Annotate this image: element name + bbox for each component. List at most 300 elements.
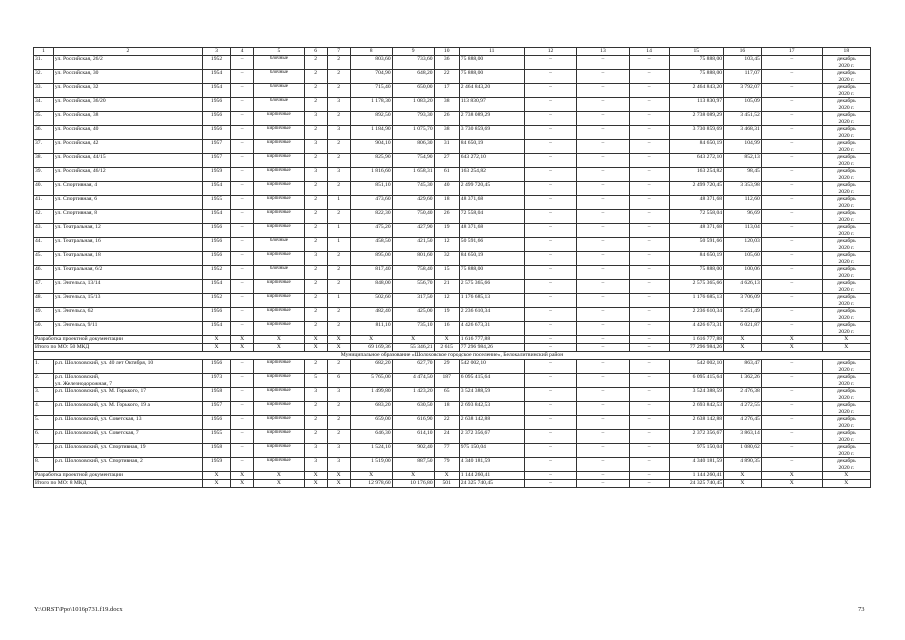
- x-cell: X: [392, 336, 434, 344]
- deadline-month: декабрь: [836, 402, 856, 408]
- deadline-cell: [822, 402, 870, 416]
- entrances-cell: 1: [327, 294, 350, 308]
- table-header-row: [34, 48, 871, 56]
- dash-cell: –: [524, 294, 576, 308]
- material-cell: кирпичные: [254, 294, 304, 308]
- row-number-cell: 47.: [34, 280, 54, 294]
- deadline-cell: [822, 266, 870, 280]
- dash-cell: –: [629, 294, 669, 308]
- address-text: ул. Спортивная, 8: [54, 210, 98, 216]
- cost-cell: 77 296 984,26: [459, 344, 524, 352]
- floors-cell: 2: [304, 210, 327, 224]
- cost-cell: 75 888,00: [459, 56, 524, 70]
- row-number-cell: 42.: [34, 210, 54, 224]
- entrances-cell: 3: [327, 126, 350, 140]
- residents-cell: 29: [434, 360, 459, 374]
- table-row: [34, 388, 871, 402]
- floors-cell: 2: [304, 126, 327, 140]
- row-number-cell: 31.: [34, 56, 54, 70]
- dash-cell: –: [629, 402, 669, 416]
- total-cost-cell: 2 738 089,29: [669, 112, 724, 126]
- total-area-cell: 817,40: [350, 266, 392, 280]
- dash-cell: –: [577, 126, 629, 140]
- living-area-cell: 733,60: [392, 56, 434, 70]
- dash-cell: –: [231, 430, 254, 444]
- x-cell: X: [724, 344, 762, 352]
- year-cell: 1954: [202, 210, 230, 224]
- dash-cell: –: [761, 444, 822, 458]
- dash-cell: –: [524, 344, 576, 352]
- dash-cell: –: [629, 308, 669, 322]
- dash-cell: –: [231, 224, 254, 238]
- deadline-year: 2020 г.: [838, 464, 855, 471]
- x-cell: X: [327, 472, 350, 480]
- row-number-cell: 3.: [34, 388, 54, 402]
- section-heading-row: [34, 352, 871, 360]
- total-cost-cell: 2 638 142,88: [669, 416, 724, 430]
- dash-cell: –: [629, 154, 669, 168]
- address-cell: [53, 458, 202, 472]
- deadline-cell: [822, 140, 870, 154]
- dash-cell: –: [231, 308, 254, 322]
- material-cell: кирпичные: [254, 308, 304, 322]
- deadline-year: 2020 г.: [838, 118, 855, 125]
- dash-cell: –: [231, 70, 254, 84]
- dash-cell: –: [761, 182, 822, 196]
- deadline-cell: [822, 224, 870, 238]
- residents-cell: 2 615: [434, 344, 459, 352]
- address-cell: [53, 402, 202, 416]
- housing-repair-table: [33, 47, 871, 488]
- deadline-month: декабрь: [836, 182, 856, 188]
- total-cost-cell: 2 464 843,20: [669, 84, 724, 98]
- deadline-cell: [822, 196, 870, 210]
- entrances-cell: 2: [327, 360, 350, 374]
- total-area-cell: 5 765,00: [350, 374, 392, 388]
- dash-cell: –: [577, 336, 629, 344]
- unit-cost-cell: 96,69: [724, 210, 762, 224]
- column-number-header: 18: [822, 48, 870, 56]
- dash-cell: –: [231, 196, 254, 210]
- deadline-month: декабрь: [836, 70, 856, 76]
- table-row: [34, 126, 871, 140]
- x-cell: X: [254, 472, 304, 480]
- x-cell: X: [434, 336, 459, 344]
- dash-cell: –: [577, 480, 629, 488]
- row-number-cell: 1.: [34, 360, 54, 374]
- year-cell: 1958: [202, 444, 230, 458]
- row-number-cell: 2.: [34, 374, 54, 388]
- cost-cell: 2 372 356,67: [459, 430, 524, 444]
- total-cost-cell: 2 499 720,45: [669, 182, 724, 196]
- material-cell: кирпичные: [254, 196, 304, 210]
- entrances-cell: 2: [327, 430, 350, 444]
- x-cell: X: [724, 336, 762, 344]
- floors-cell: 2: [304, 322, 327, 336]
- row-number-cell: 8.: [34, 458, 54, 472]
- deadline-cell: [822, 360, 870, 374]
- deadline-month: декабрь: [836, 210, 856, 216]
- address-text: ул. Энгельса, 13/14: [54, 280, 101, 286]
- total-cost-cell: 72 558,04: [669, 210, 724, 224]
- table-row: [34, 112, 871, 126]
- dash-cell: –: [577, 140, 629, 154]
- floors-cell: 2: [304, 294, 327, 308]
- deadline-month: декабрь: [836, 458, 856, 464]
- material-cell: кирпичные: [254, 126, 304, 140]
- entrances-cell: 2: [327, 402, 350, 416]
- unit-cost-cell: 104,99: [724, 140, 762, 154]
- floors-cell: 2: [304, 360, 327, 374]
- cost-cell: 2 738 089,29: [459, 112, 524, 126]
- dash-cell: –: [577, 182, 629, 196]
- living-area-cell: 427,90: [392, 224, 434, 238]
- dash-cell: –: [231, 154, 254, 168]
- dash-cell: –: [761, 112, 822, 126]
- year-cell: 1956: [202, 224, 230, 238]
- dash-cell: –: [524, 126, 576, 140]
- total-cost-cell: 77 296 984,26: [669, 344, 724, 352]
- material-cell: кирпичные: [254, 374, 304, 388]
- x-cell: X: [304, 480, 327, 488]
- cost-cell: 975 150,04: [459, 444, 524, 458]
- dash-cell: –: [577, 458, 629, 472]
- deadline-cell: [822, 430, 870, 444]
- residents-cell: 24: [434, 430, 459, 444]
- floors-cell: 2: [304, 308, 327, 322]
- address-cell: [53, 168, 202, 182]
- deadline-cell: [822, 374, 870, 388]
- year-cell: 1954: [202, 280, 230, 294]
- dash-cell: –: [629, 70, 669, 84]
- residents-cell: 501: [434, 480, 459, 488]
- row-number-cell: 40.: [34, 182, 54, 196]
- dash-cell: –: [761, 416, 822, 430]
- floors-cell: 2: [304, 84, 327, 98]
- material-cell: кирпичные: [254, 402, 304, 416]
- x-cell: X: [724, 480, 762, 488]
- residents-cell: 22: [434, 416, 459, 430]
- x-cell: X: [304, 336, 327, 344]
- x-cell: X: [327, 344, 350, 352]
- deadline-month: декабрь: [836, 308, 856, 314]
- material-cell: кирпичные: [254, 430, 304, 444]
- row-number-cell: 43.: [34, 224, 54, 238]
- dash-cell: –: [524, 444, 576, 458]
- unit-cost-cell: 4 272,55: [724, 402, 762, 416]
- deadline-year: 2020 г.: [838, 146, 855, 153]
- deadline-year: 2020 г.: [838, 90, 855, 97]
- year-cell: 1956: [202, 252, 230, 266]
- deadline-cell: [822, 70, 870, 84]
- living-area-cell: 10 176,80: [392, 480, 434, 488]
- residents-cell: 77: [434, 444, 459, 458]
- dash-cell: –: [577, 70, 629, 84]
- address-text: ул. Театральная, 16: [54, 238, 101, 244]
- residents-cell: 31: [434, 140, 459, 154]
- dash-cell: –: [524, 480, 576, 488]
- living-area-cell: 806,30: [392, 140, 434, 154]
- dash-cell: –: [629, 140, 669, 154]
- residents-cell: 19: [434, 224, 459, 238]
- cost-cell: 4 340 181,59: [459, 458, 524, 472]
- dash-cell: –: [761, 224, 822, 238]
- dash-cell: –: [629, 182, 669, 196]
- entrances-cell: 3: [327, 388, 350, 402]
- residents-cell: 26: [434, 210, 459, 224]
- address-text: р.п. Шолоховский, ул. Советская, 7: [54, 430, 139, 436]
- dash-cell: –: [231, 266, 254, 280]
- dash-cell: –: [524, 98, 576, 112]
- entrances-cell: 1: [327, 196, 350, 210]
- total-area-cell: 659,00: [350, 416, 392, 430]
- deadline-cell: [822, 444, 870, 458]
- dash-cell: –: [231, 252, 254, 266]
- year-cell: 1956: [202, 126, 230, 140]
- deadline-cell: [822, 98, 870, 112]
- total-area-cell: 1 519,00: [350, 458, 392, 472]
- row-number-cell: 39.: [34, 168, 54, 182]
- living-area-cell: 1 083,20: [392, 98, 434, 112]
- total-area-cell: 682,20: [350, 360, 392, 374]
- address-cell: [53, 308, 202, 322]
- dash-cell: –: [761, 98, 822, 112]
- living-area-cell: 648,20: [392, 70, 434, 84]
- year-cell: 1954: [202, 182, 230, 196]
- dash-cell: –: [524, 360, 576, 374]
- table-row: [34, 196, 871, 210]
- total-cost-cell: 75 888,00: [669, 56, 724, 70]
- deadline-month: декабрь: [836, 266, 856, 272]
- total-area-cell: 892,50: [350, 112, 392, 126]
- unit-cost-cell: 113,04: [724, 224, 762, 238]
- x-cell: X: [231, 472, 254, 480]
- entrances-cell: 2: [327, 266, 350, 280]
- unit-cost-cell: 2 476,38: [724, 388, 762, 402]
- residents-cell: 27: [434, 154, 459, 168]
- deadline-month: декабрь: [836, 196, 856, 202]
- x-cell: X: [254, 480, 304, 488]
- dash-cell: –: [629, 374, 669, 388]
- floors-cell: 2: [304, 280, 327, 294]
- dash-cell: –: [577, 444, 629, 458]
- residents-cell: 79: [434, 458, 459, 472]
- total-area-cell: 1 184,90: [350, 126, 392, 140]
- summary-label-cell: Итого по МО: 8 МКД: [34, 480, 203, 488]
- dash-cell: –: [629, 360, 669, 374]
- total-cost-cell: 1 176 685,13: [669, 294, 724, 308]
- residents-cell: 38: [434, 98, 459, 112]
- year-cell: 1958: [202, 388, 230, 402]
- deadline-year: 2020 г.: [838, 394, 855, 401]
- total-area-cell: 482,40: [350, 308, 392, 322]
- deadline-year: 2020 г.: [838, 202, 855, 209]
- dash-cell: –: [629, 472, 669, 480]
- address-cell: [53, 280, 202, 294]
- dash-cell: –: [231, 140, 254, 154]
- total-cost-cell: 75 888,00: [669, 70, 724, 84]
- row-number-cell: 46.: [34, 266, 54, 280]
- cost-cell: 48 371,68: [459, 196, 524, 210]
- dash-cell: –: [577, 84, 629, 98]
- dash-cell: –: [577, 308, 629, 322]
- address-cell: [53, 182, 202, 196]
- table-row: [34, 182, 871, 196]
- deadline-cell: [822, 56, 870, 70]
- deadline-cell: [822, 182, 870, 196]
- dash-cell: –: [629, 56, 669, 70]
- table-row: [34, 56, 871, 70]
- total-cost-cell: 2 693 842,53: [669, 402, 724, 416]
- floors-cell: 3: [304, 252, 327, 266]
- unit-cost-cell: 863,47: [724, 360, 762, 374]
- deadline-month: декабрь: [836, 360, 856, 366]
- living-area-cell: 55 346,21: [392, 344, 434, 352]
- deadline-month: декабрь: [836, 238, 856, 244]
- x-cell: X: [202, 480, 230, 488]
- total-area-cell: 1 524,10: [350, 444, 392, 458]
- year-cell: 1956: [202, 416, 230, 430]
- residents-cell: 15: [434, 266, 459, 280]
- column-number-header: 12: [524, 48, 576, 56]
- address-text: р.п. Шолоховский, ул. Советская, 13: [54, 416, 142, 422]
- unit-cost-cell: 1 080,62: [724, 444, 762, 458]
- floors-cell: 2: [304, 70, 327, 84]
- address-text: ул. Энгельса, 62: [54, 308, 94, 314]
- floors-cell: 2: [304, 196, 327, 210]
- column-number-header: 2: [53, 48, 202, 56]
- floors-cell: 3: [304, 388, 327, 402]
- address-cell: [53, 140, 202, 154]
- cost-cell: 1 144 260,41: [459, 472, 524, 480]
- total-cost-cell: 1 144 260,41: [669, 472, 724, 480]
- material-cell: кирпичные: [254, 322, 304, 336]
- residents-cell: 19: [434, 308, 459, 322]
- deadline-cell: [822, 322, 870, 336]
- dash-cell: –: [577, 238, 629, 252]
- deadline-month: декабрь: [836, 168, 856, 174]
- address-text: ул. Российская, 40: [54, 126, 99, 132]
- address-text: ул. Российская, 44/15: [54, 154, 106, 160]
- row-number-cell: 35.: [34, 112, 54, 126]
- year-cell: 1954: [202, 322, 230, 336]
- table-row: [34, 70, 871, 84]
- unit-cost-cell: 120,03: [724, 238, 762, 252]
- dash-cell: –: [577, 56, 629, 70]
- address-text: р.п. Шолоховский,: [54, 374, 100, 380]
- living-area-cell: 616,90: [392, 416, 434, 430]
- dash-cell: –: [577, 98, 629, 112]
- design-documentation-row: [34, 336, 871, 344]
- material-cell: кирпичные: [254, 458, 304, 472]
- dash-cell: –: [761, 308, 822, 322]
- dash-cell: –: [761, 84, 822, 98]
- living-area-cell: 425,00: [392, 308, 434, 322]
- deadline-year: 2020 г.: [838, 160, 855, 167]
- address-text: ул. Театральная, 12: [54, 224, 101, 230]
- cost-cell: 3 730 859,69: [459, 126, 524, 140]
- entrances-cell: 2: [327, 416, 350, 430]
- cost-cell: 643 272,10: [459, 154, 524, 168]
- address-cell: [53, 84, 202, 98]
- x-cell: X: [434, 472, 459, 480]
- cost-cell: 75 888,00: [459, 266, 524, 280]
- total-cost-cell: 6 095 415,64: [669, 374, 724, 388]
- x-cell: X: [761, 336, 822, 344]
- total-area-cell: 12 978,60: [350, 480, 392, 488]
- table-row: [34, 210, 871, 224]
- residents-cell: 18: [434, 196, 459, 210]
- dash-cell: –: [524, 374, 576, 388]
- living-area-cell: 745,30: [392, 182, 434, 196]
- floors-cell: 2: [304, 224, 327, 238]
- floors-cell: 3: [304, 112, 327, 126]
- unit-cost-cell: 3 706,09: [724, 294, 762, 308]
- deadline-month: декабрь: [836, 140, 856, 146]
- column-number-header: 14: [629, 48, 669, 56]
- total-cost-cell: 4 426 673,31: [669, 322, 724, 336]
- dash-cell: –: [577, 294, 629, 308]
- living-area-cell: 650,00: [392, 84, 434, 98]
- dash-cell: –: [231, 84, 254, 98]
- deadline-year: 2020 г.: [838, 408, 855, 415]
- dash-cell: –: [577, 430, 629, 444]
- year-cell: 1955: [202, 196, 230, 210]
- material-cell: кирпичные: [254, 210, 304, 224]
- dash-cell: –: [524, 458, 576, 472]
- living-area-cell: 735,10: [392, 322, 434, 336]
- column-number-header: 16: [724, 48, 762, 56]
- x-cell: X: [231, 480, 254, 488]
- dash-cell: –: [524, 140, 576, 154]
- table-row: [34, 374, 871, 388]
- year-cell: 1955: [202, 430, 230, 444]
- cost-cell: 2 236 610,34: [459, 308, 524, 322]
- deadline-cell: [822, 252, 870, 266]
- x-cell: X: [822, 344, 870, 352]
- table-row: [34, 224, 871, 238]
- deadline-month: декабрь: [836, 444, 856, 450]
- x-cell: X: [350, 472, 392, 480]
- page-number: 73: [858, 606, 865, 613]
- total-cost-cell: 3 524 388,59: [669, 388, 724, 402]
- total-area-cell: 825,90: [350, 154, 392, 168]
- floors-cell: 2: [304, 430, 327, 444]
- cost-cell: 1 616 777,88: [459, 336, 524, 344]
- total-area-cell: 822,30: [350, 210, 392, 224]
- total-cost-cell: 542 002,10: [669, 360, 724, 374]
- residents-cell: 187: [434, 374, 459, 388]
- column-number-header: 15: [669, 48, 724, 56]
- dash-cell: –: [577, 472, 629, 480]
- row-number-cell: 41.: [34, 196, 54, 210]
- deadline-month: декабрь: [836, 126, 856, 132]
- total-area-cell: 1 816,60: [350, 168, 392, 182]
- address-text: ул. Театральная, 18: [54, 252, 101, 258]
- dash-cell: –: [761, 238, 822, 252]
- deadline-month: декабрь: [836, 252, 856, 258]
- dash-cell: –: [629, 238, 669, 252]
- living-area-cell: 793,30: [392, 112, 434, 126]
- material-cell: кирпичные: [254, 280, 304, 294]
- total-area-cell: 803,60: [350, 56, 392, 70]
- total-cost-cell: 84 650,19: [669, 140, 724, 154]
- dash-cell: –: [231, 374, 254, 388]
- residents-cell: 16: [434, 322, 459, 336]
- deadline-month: декабрь: [836, 56, 856, 62]
- x-cell: X: [350, 336, 392, 344]
- residents-cell: 40: [434, 182, 459, 196]
